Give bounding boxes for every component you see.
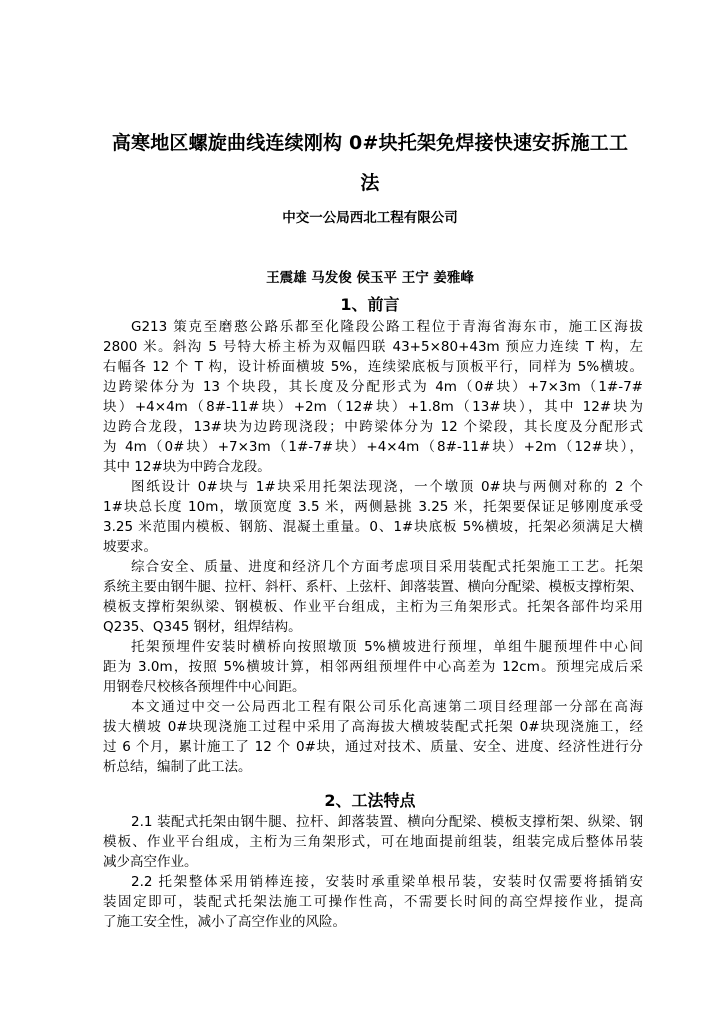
organization: 中交一公局西北工程有限公司 [282, 210, 458, 226]
section-heading-features: 2、工法特点 [324, 791, 416, 810]
text-line: 过 6 个月，累计施工了 12 个 0#块，通过对技术、质量、安全、进度、经济性进行分 [103, 739, 643, 755]
text-line: 托架预埋件安装时横桥向按照墩顶 5%横坡进行预埋，单组牛腿预埋件中心间 [131, 639, 643, 655]
text-line: 用钢卷尺校核各预埋件中心间距。 [103, 679, 306, 695]
text-line: Q235、Q345 钢材，组焊结构。 [103, 619, 302, 635]
text-line: 1#块总长度 10m，墩顶宽度 3.5 米，两侧悬挑 3.25 米，托架要保证足够刚度承受 [103, 499, 643, 515]
text-line: 为 4m（0#块）+7×3m（1#-7#块）+4×4m（8#-11#块）+2m（12#块）， [103, 439, 643, 455]
document-title-line-1: 高寒地区螺旋曲线连续刚构 0#块托架免焊接快速安拆施工工 [111, 132, 629, 154]
text-line: 坡要求。 [103, 539, 157, 555]
text-line: 综合安全、质量、进度和经济几个方面考虑项目采用装配式托架施工工艺。托架 [131, 559, 643, 575]
text-line: 边跨合龙段，13#块为边跨现浇段；中跨梁体分为 12 个梁段，其长度及分配形式 [103, 419, 643, 435]
text-line: 3.25 米范围内模板、钢筋、混凝土重量。0、1#块底板 5%横坡，托架必须满足大横 [103, 519, 643, 535]
text-line: 模板、作业平台组成，主桁为三角架形式，可在地面提前组装，组装完成后整体吊装 [103, 834, 643, 850]
text-line: 其中 12#块为中跨合龙段。 [103, 459, 271, 475]
text-line: 块）+4×4m（8#-11#块）+2m（12#块）+1.8m（13#块），其中 12#块为 [103, 399, 643, 415]
text-line: 2.1 装配式托架由钢牛腿、拉杆、卸落装置、横向分配梁、模板支撑桁架、纵梁、钢 [131, 814, 643, 830]
text-line: 析总结，编制了此工法。 [103, 759, 252, 775]
text-line: 边跨梁体分为 13 个块段，其长度及分配形式为 4m（0#块）+7×3m（1#-7# [103, 379, 643, 395]
text-line: 2800 米。斜沟 5 号特大桥主桥为双幅四联 43+5×80+43m 预应力连续 T 构，左 [103, 339, 643, 355]
text-line: 模板支撑桁架纵梁、钢模板、作业平台组成，主桁为三角架形式。托架各部件均采用 [103, 599, 643, 615]
text-line: G213 策克至磨憨公路乐都至化隆段公路工程位于青海省海东市，施工区海拔 [131, 319, 643, 335]
text-line: 2.2 托架整体采用销棒连接，安装时承重梁单根吊装，安装时仅需要将插销安 [131, 874, 643, 890]
text-line: 拔大横坡 0#块现浇施工过程中采用了高海拔大横坡装配式托架 0#块现浇施工，经 [103, 719, 643, 735]
text-line: 距为 3.0m，按照 5%横坡计算，相邻两组预埋件中心高差为 12cm。预埋完成后采 [103, 659, 643, 675]
text-line: 了施工安全性，减小了高空作业的风险。 [103, 914, 346, 930]
text-line: 系统主要由钢牛腿、拉杆、斜杆、系杆、上弦杆、卸落装置、横向分配梁、模板支撑桁架、 [103, 579, 643, 595]
section-heading-introduction: 1、前言 [340, 295, 400, 314]
document-title-line-2: 法 [360, 172, 380, 194]
authors: 王震雄 马发俊 侯玉平 王宁 姜雅峰 [266, 270, 474, 286]
text-line: 图纸设计 0#块与 1#块采用托架法现浇，一个墩顶 0#块与两侧对称的 2 个 [131, 479, 643, 495]
text-line: 本文通过中交一公局西北工程有限公司乐化高速第二项目经理部一分部在高海 [131, 699, 643, 715]
text-line: 减少高空作业。 [103, 854, 198, 870]
text-line: 右幅各 12 个 T 构，设计桥面横坡 5%，连续梁底板与顶板平行，同样为 5%横坡。 [103, 359, 643, 375]
text-line: 装固定即可，装配式托架法施工可操作性高，不需要长时间的高空焊接作业，提高 [103, 894, 643, 910]
